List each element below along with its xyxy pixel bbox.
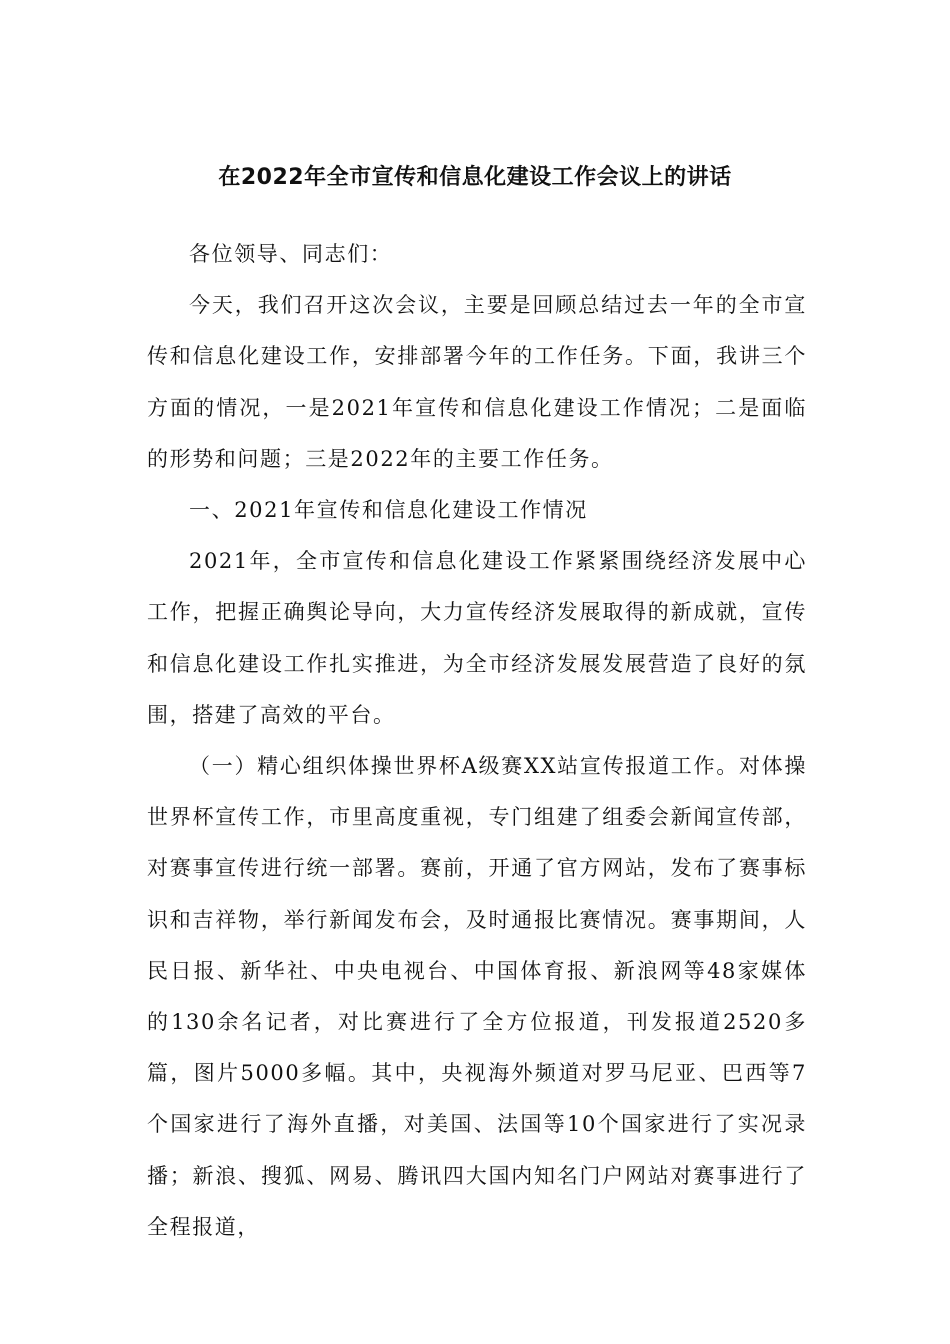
salutation-paragraph: 各位领导、同志们： <box>189 242 393 266</box>
document-body <box>147 229 807 1253</box>
subsection-paragraph: （一）精心组织体操世界杯A级赛XX站宣传报道工作。对体操世界杯宣传工作，市里高度重视，专门组建了组委会新闻宣传部，对赛事宣传进行统一部署。赛前，开通了官方网站，发布了赛事标识和吉祥物，举行新闻发布会，及时通报比赛情况。赛事期间，人民日报、新华社、中央电视台、中国体育报、新浪网等48家媒体的130余名记者，对比赛进行了全方位报道，刊发报道2520多篇，图片5000多幅。其中，央视海外频道对罗马尼亚、巴西等7个国家进行了海外直播，对美国、法国等10个国家进行了实况录播；新浪、搜狐、网易、腾讯四大国内知名门户网站对赛事进行了全程报道， <box>147 754 807 1239</box>
document-title: 在2022年全市宣传和信息化建设工作会议上的讲话 <box>218 165 732 190</box>
intro-paragraph: 今天，我们召开这次会议，主要是回顾总结过去一年的全市宣传和信息化建设工作，安排部署今年的工作任务。下面，我讲三个方面的情况，一是2021年宣传和信息化建设工作情况；二是面临的形势和问题；三是2022年的主要工作任务。 <box>147 293 807 471</box>
summary-paragraph: 2021年，全市宣传和信息化建设工作紧紧围绕经济发展中心工作，把握正确舆论导向，大力宣传经济发展取得的新成就，宣传和信息化建设工作扎实推进，为全市经济发展发展营造了良好的氛围，搭建了高效的平台。 <box>147 549 807 727</box>
section-heading: 一、2021年宣传和信息化建设工作情况 <box>189 498 588 523</box>
